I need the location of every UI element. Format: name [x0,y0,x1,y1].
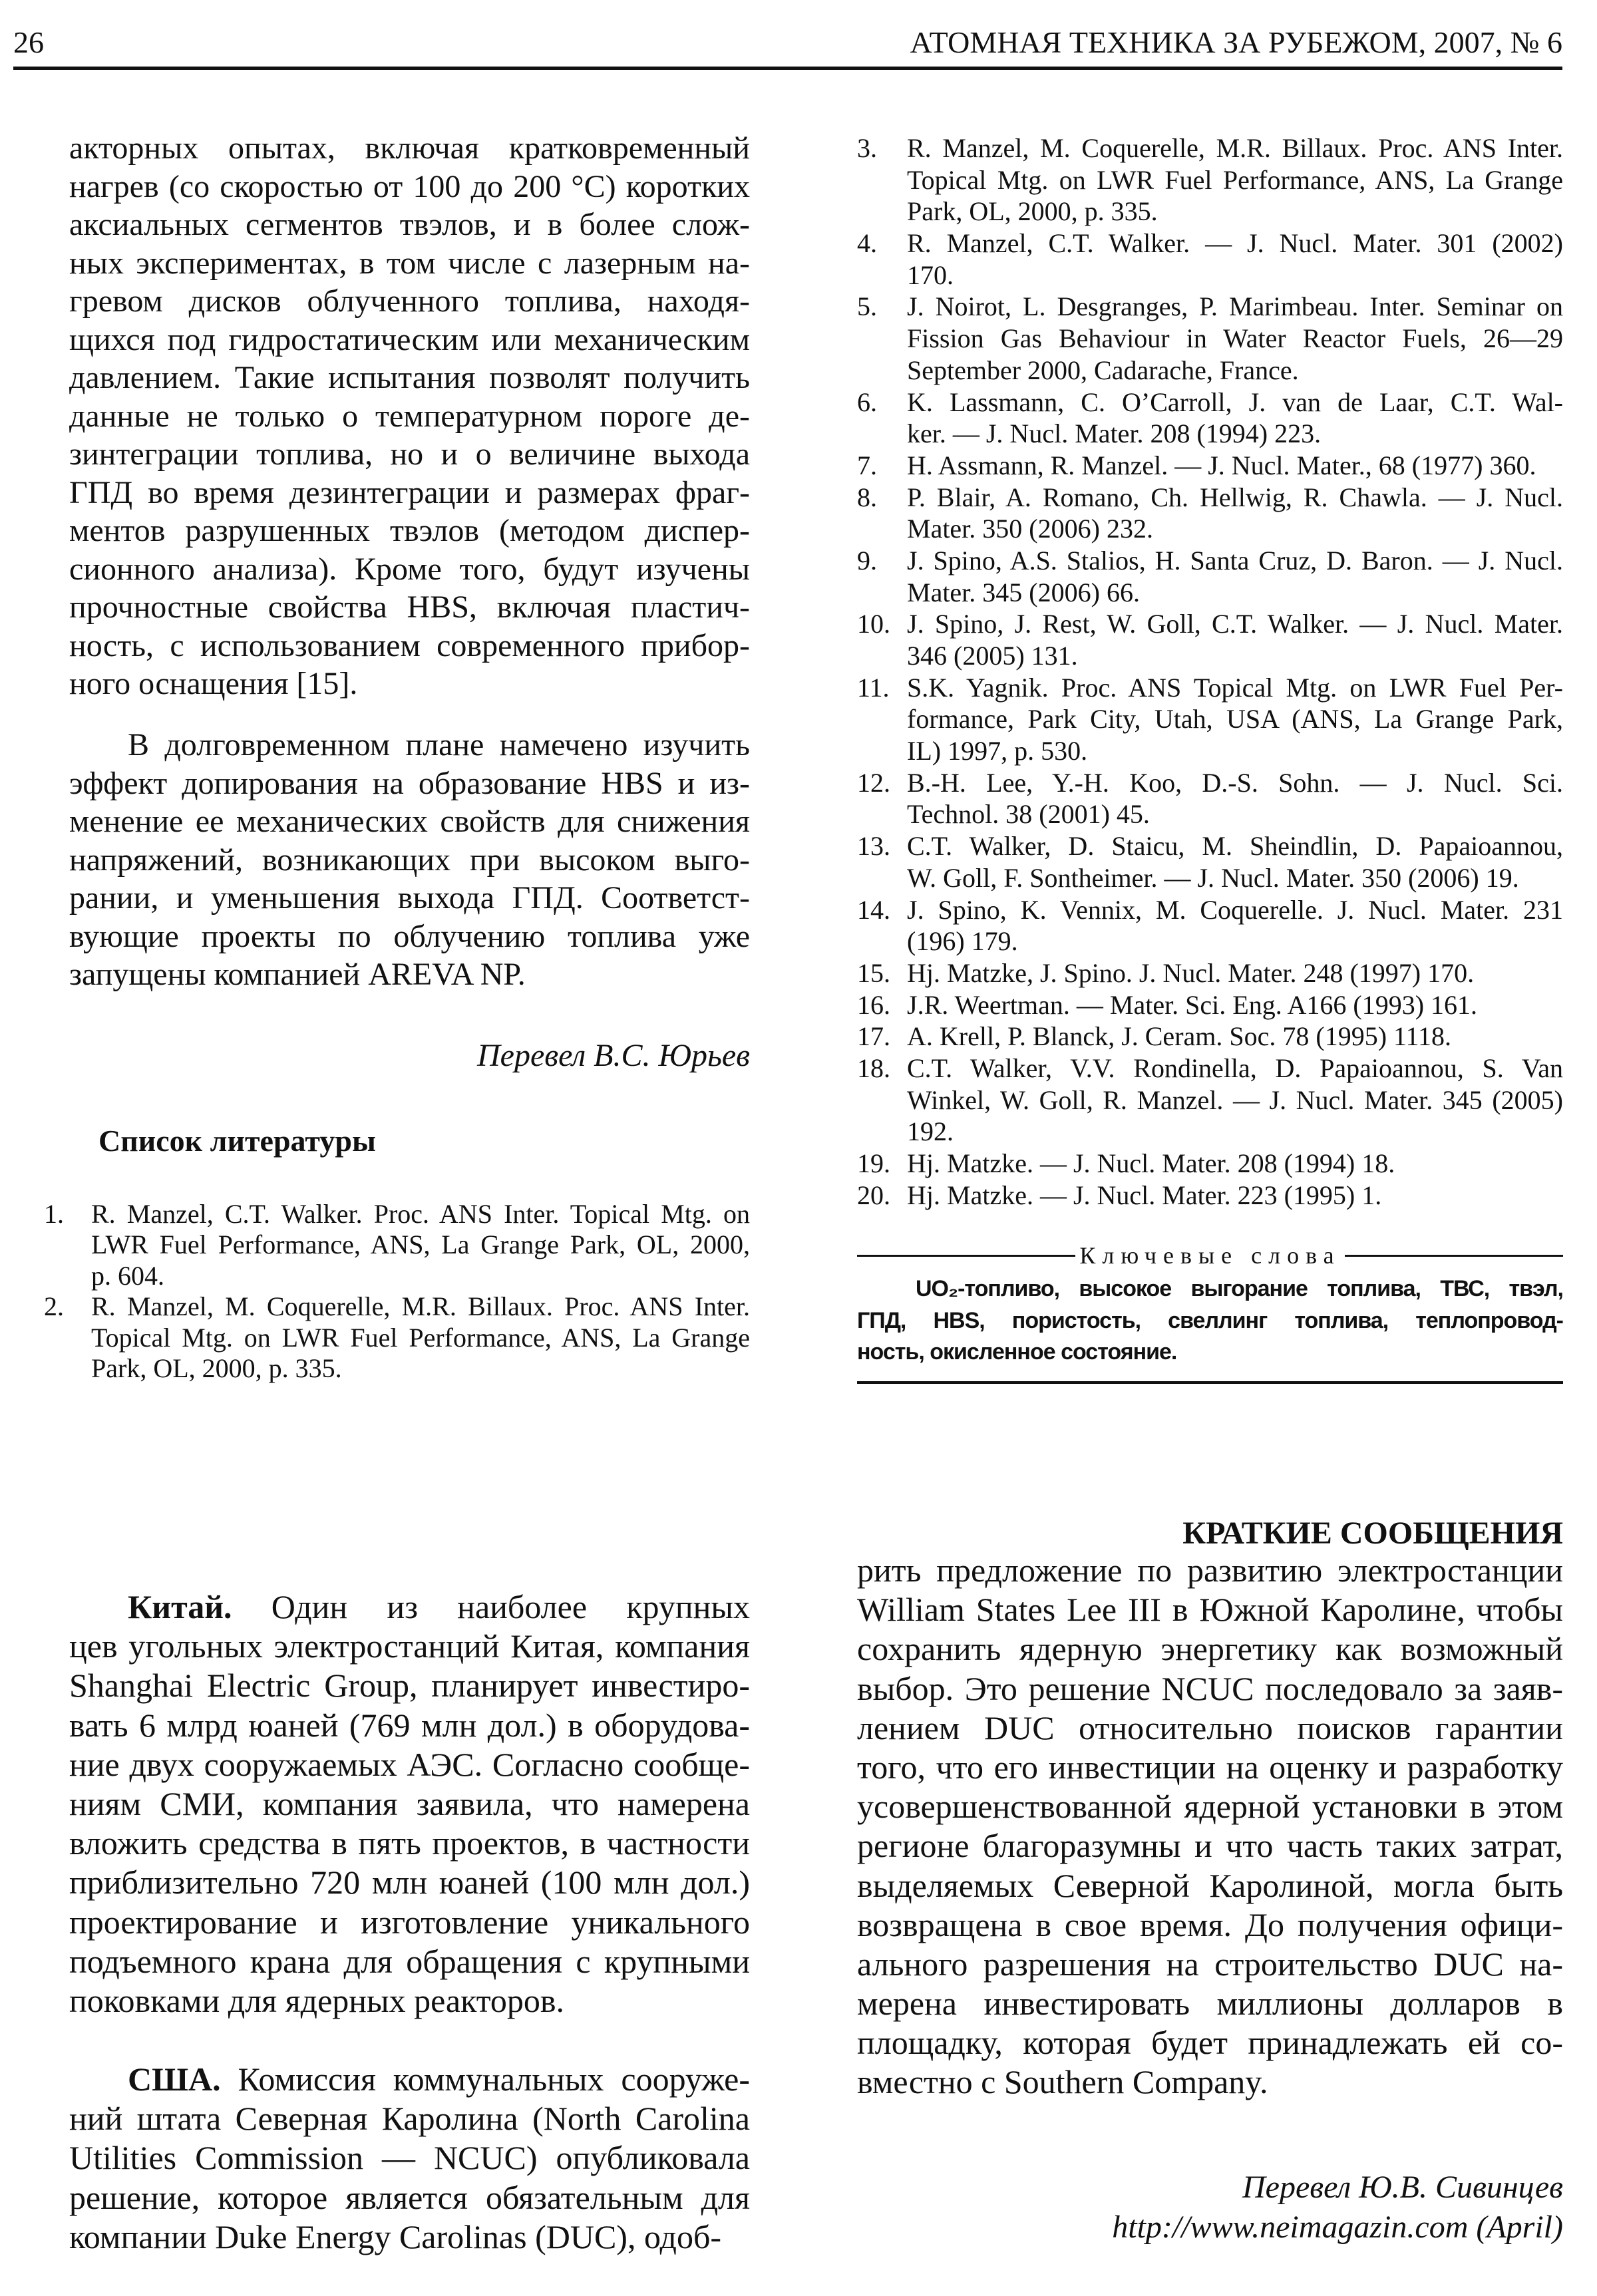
text-line: вать 6 млрд юаней (769 млн дол.) в оборудова- [69,1706,750,1744]
reference-number: 10. [857,609,890,639]
reference-number: 12. [857,767,890,798]
text-line: нагрев (со скоростью от 100 до 200 °С) коротких [69,168,750,204]
text-line: приблизительно 720 млн юаней (100 млн дол.) [69,1864,750,1901]
reference-line: IL) 1997, p. 530. [907,736,1088,766]
header-rule [13,67,1562,70]
reference-item [857,132,1563,228]
reference-line: 170. [907,259,954,290]
reference-number: 7. [857,450,877,480]
reference-item [857,1021,1563,1053]
text-line: вместно с Southern Company. [857,2063,1268,2101]
reference-number: 5. [857,291,877,322]
reference-line: Park, OL, 2000, p. 335. [91,1353,342,1383]
text-line: ного оснащения [15]. [69,666,358,701]
text-line: аксиальных сегментов твэлов, и в более слож- [69,207,750,242]
news-china [69,1587,750,2021]
reference-line: J. Spino, J. Rest, W. Goll, C.T. Walker. — J. Nucl. Mater. [907,609,1563,639]
reference-item [857,1053,1563,1148]
text-line: ность, с использованием современного прибор- [69,627,750,663]
references-heading: Список литературы [98,1124,376,1158]
news-lead: США. [128,2060,221,2098]
text-line: выбор. Это решение NCUC последовало за заяв- [857,1669,1563,1707]
reference-number: 13. [857,831,890,862]
reference-number: 16. [857,989,890,1020]
text-line [69,2060,750,2099]
text-line: мерена инвестировать миллионы долларов в [857,1985,1563,2023]
reference-item [857,291,1563,386]
reference-line: ker. — J. Nucl. Mater. 208 (1994) 223. [907,418,1322,449]
text-line: лением DUC относительно поисков гарантии [857,1709,1563,1746]
text-line: напряжений, возникающих при высоком выго- [69,842,750,878]
reference-line: K. Lassmann, C. O’Carroll, J. van de Laar, C.T. Wal- [907,387,1563,417]
text-line: В долговременном плане намечено изучить [128,727,750,762]
reference-line: J. Noirot, L. Desgranges, P. Marimbeau. Inter. Seminar on [907,291,1563,322]
reference-line: A. Krell, P. Blanck, J. Ceram. Soc. 78 (1995) 1118. [907,1021,1452,1052]
text-line: цев угольных электростанций Китая, компания [69,1627,750,1665]
news-section-heading: КРАТКИЕ СООБЩЕНИЯ [1182,1516,1563,1551]
reference-line: Topical Mtg. on LWR Fuel Performance, ANS, La Grange [907,164,1563,195]
reference-line: R. Manzel, M. Coquerelle, M.R. Billaux. Proc. ANS Inter. [91,1291,750,1322]
text-line: UO₂-топливо, высокое выгорание топлива, ТВС, твэл, [916,1276,1563,1301]
reference-number: 17. [857,1021,890,1052]
news-usa-continued [857,1551,1563,2102]
reference-item [857,957,1563,989]
reference-number: 3. [857,133,877,163]
reference-number: 4. [857,228,877,259]
text-line: менение ее механических свойств для снижения [69,804,750,839]
reference-item [857,228,1563,291]
text-span: Один из наиболее крупных [271,1588,750,1625]
text-line: ных экспериментах, в том числе с лазерным на- [69,245,750,281]
journal-header: АТОМНАЯ ТЕХНИКА ЗА РУБЕЖОМ, 2007, № 6 [910,25,1562,59]
reference-item [857,545,1563,608]
reference-item [857,767,1563,830]
reference-number: 9. [857,545,877,575]
reference-number: 8. [857,482,877,512]
text-line: ментов разрушенных твэлов (методом диспер- [69,513,750,548]
reference-line: Mater. 350 (2006) 232. [907,514,1153,544]
text-line: вующие проекты по облучению топлива уже [69,918,750,954]
keywords-title [857,1239,1563,1272]
news-usa [69,2060,750,2257]
text-line: акторных опытах, включая кратковременный [69,130,750,166]
reference-line: p. 604. [91,1260,164,1291]
reference-number: 11. [857,672,890,703]
reference-line: S.K. Yagnik. Proc. ANS Topical Mtg. on LWR Fuel Per- [907,672,1563,703]
text-line: Shanghai Electric Group, планирует инвестиро- [69,1667,750,1705]
reference-number: 18. [857,1053,890,1083]
reference-number: 15. [857,957,890,988]
reference-line: J.R. Weertman. — Mater. Sci. Eng. A166 (1993) 161. [907,989,1478,1020]
text-line: усовершенствованной ядерной установки в этом [857,1788,1563,1826]
text-line: данные не только о температурном пороге де- [69,398,750,434]
text-line: ность, окисленное состояние. [857,1339,1177,1365]
reference-line: C.T. Walker, V.V. Rondinella, D. Papaioannou, S. Van [907,1053,1563,1083]
references-list-right [857,132,1563,1211]
reference-line: Hj. Matzke. — J. Nucl. Mater. 208 (1994) 18. [907,1148,1395,1178]
reference-line: Park, OL, 2000, p. 335. [907,196,1158,227]
reference-item [857,1180,1563,1212]
keywords-title-text: Ключевые слова [1079,1242,1341,1269]
reference-item [857,482,1563,545]
reference-line: Winkel, W. Goll, R. Manzel. — J. Nucl. Mater. 345 (2005) [907,1084,1563,1115]
reference-line: H. Assmann, R. Manzel. — J. Nucl. Mater., 68 (1977) 360. [907,450,1536,480]
text-line: запущены компанией AREVA NP. [69,957,526,992]
text-line: проектирование и изготовление уникального [69,1903,750,1941]
reference-line: J. Spino, A.S. Stalios, H. Santa Cruz, D. Baron. — J. Nucl. [907,545,1563,575]
text-line: эффект допирования на образование HBS и из- [69,765,750,801]
reference-number: 20. [857,1180,890,1210]
reference-line: Topical Mtg. on LWR Fuel Performance, ANS, La Grange [91,1322,750,1353]
reference-line: 346 (2005) 131. [907,641,1078,671]
reference-line: LWR Fuel Performance, ANS, La Grange Park, OL, 2000, [91,1230,750,1260]
reference-line: formance, Park City, Utah, USA (ANS, La Grange Park, [907,704,1563,735]
text-line: прочностные свойства HBS, включая пластич- [69,589,750,625]
reference-item [44,1199,750,1291]
text-line: сохранить ядерную энергетику как возможный [857,1630,1563,1668]
reference-item [857,672,1563,767]
translator-credit: Перевел В.С. Юрьев [476,1038,750,1073]
text-line: подъемного крана для обращения с крупными [69,1942,750,1980]
text-line: Utilities Commission — NCUC) опубликовала [69,2139,750,2177]
reference-number: 2. [44,1291,64,1322]
reference-line: Mater. 345 (2006) 66. [907,577,1140,607]
text-line: выделяемых Северной Каролиной, могла быть [857,1866,1563,1904]
reference-line: Technol. 38 (2001) 45. [907,799,1150,830]
text-line: ниям СМИ, компания заявила, что намерена [69,1784,750,1822]
text-line: зинтеграции топлива, но и о величине выхода [69,436,750,472]
text-line: рании, и уменьшения выхода ГПД. Соответст- [69,880,750,915]
reference-line: September 2000, Cadarache, France. [907,355,1299,385]
keywords-text [857,1273,1563,1369]
references-list-left [44,1199,750,1384]
text-line: ГПД во время дезинтеграции и размерах фраг- [69,474,750,510]
text-line: ний штата Северная Каролина (North Carolina [69,2100,750,2138]
reference-line: P. Blair, A. Romano, Ch. Hellwig, R. Chawla. — J. Nucl. [907,482,1563,512]
text-line [69,1587,750,1627]
text-line: решение, которое является обязательным для [69,2178,750,2216]
reference-line: W. Goll, F. Sontheimer. — J. Nucl. Mater. 350 (2006) 19. [907,862,1519,893]
reference-line: C.T. Walker, D. Staicu, M. Sheindlin, D. Papaioannou, [907,831,1563,862]
text-line: ГПД, HBS, пористость, свеллинг топлива, теплопровод- [857,1307,1563,1333]
text-line: компании Duke Energy Carolinas (DUC), одоб- [69,2217,722,2255]
keywords-rule-right [1345,1255,1563,1257]
reference-item [44,1291,750,1384]
reference-line: R. Manzel, M. Coquerelle, M.R. Billaux. Proc. ANS Inter. [907,133,1563,163]
news-lead: Китай. [128,1588,232,1625]
keywords-bottom-rule [857,1381,1563,1384]
reference-line: Fission Gas Behaviour in Water Reactor Fuels, 26—29 [907,323,1563,354]
keywords-rule-left [857,1255,1075,1257]
reference-item [857,387,1563,450]
text-span: Комиссия коммунальных сооруже- [220,2060,750,2098]
reference-line: (196) 179. [907,926,1018,957]
reference-item [857,1148,1563,1180]
news-source-link[interactable]: http://www.neimagazin.com (April) [1112,2210,1563,2245]
reference-number: 14. [857,894,890,925]
page-number: 26 [13,25,44,59]
text-line: рить предложение по развитию электростанции [857,1552,1563,1589]
text-line: сионного анализа). Кроме того, будут изучены [69,551,750,587]
reference-item [857,608,1563,671]
text-line: ального разрешения на строительство DUC на- [857,1945,1563,1983]
reference-item [857,830,1563,894]
reference-line: 192. [907,1116,954,1147]
reference-number: 1. [44,1199,64,1229]
text-line: вложить средства в пять проектов, в частности [69,1824,750,1862]
article-paragraph [69,726,750,994]
reference-line: Hj. Matzke. — J. Nucl. Mater. 223 (1995) 1. [907,1180,1382,1210]
text-line: возвращена в свое время. До получения офици- [857,1905,1563,1943]
text-line: давлением. Такие испытания позволят получить [69,360,750,395]
text-line: того, что его инвестиции на оценку и разработку [857,1748,1563,1786]
text-line: регионе благоразумны и что часть таких затрат, [857,1827,1563,1865]
text-line: гревом дисков облученного топлива, находя- [69,283,750,319]
text-line: щихся под гидростатическим или механическим [69,321,750,357]
news-translator-credit: Перевел Ю.В. Сивинцев [1242,2170,1563,2205]
reference-item [857,989,1563,1021]
reference-number: 19. [857,1148,890,1178]
reference-item [857,894,1563,957]
reference-number: 6. [857,387,877,417]
reference-line: Hj. Matzke, J. Spino. J. Nucl. Mater. 248 (1997) 170. [907,957,1475,988]
text-line: поковками для ядерных реакторов. [69,1981,565,2019]
article-paragraph [69,129,750,703]
reference-line: B.-H. Lee, Y.-H. Koo, D.-S. Sohn. — J. Nucl. Sci. [907,767,1563,798]
text-line: площадку, которая будет принадлежать ей со- [857,2024,1563,2062]
text-line: William States Lee III в Южной Каролине, чтобы [857,1591,1563,1629]
reference-line: R. Manzel, C.T. Walker. — J. Nucl. Mater. 301 (2002) [907,228,1563,259]
text-line: ние двух сооружаемых АЭС. Согласно сообще- [69,1745,750,1783]
reference-line: R. Manzel, C.T. Walker. Proc. ANS Inter. Topical Mtg. on [91,1199,750,1229]
reference-item [857,450,1563,482]
reference-line: J. Spino, K. Vennix, M. Coquerelle. J. Nucl. Mater. 231 [907,894,1563,925]
